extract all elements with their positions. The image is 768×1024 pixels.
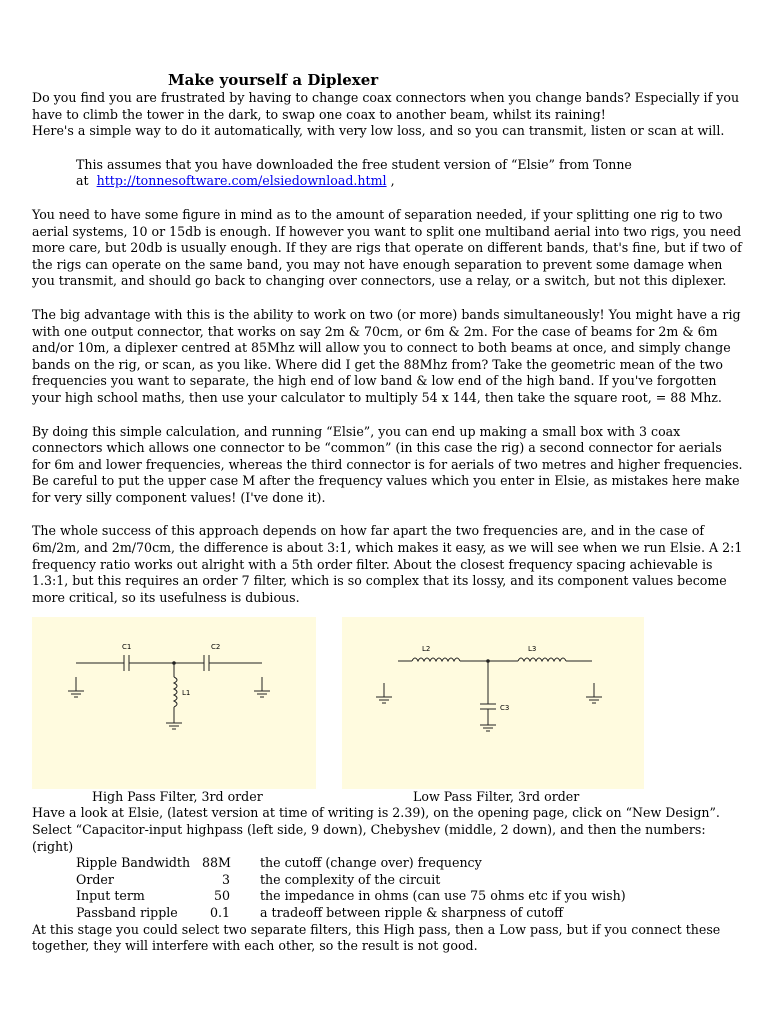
high-pass-caption: High Pass Filter, 3rd order (92, 789, 263, 805)
elsie-instructions-line-1: Have a look at Elsie, (latest version at time of writing is 2.39), on the opening page, click on “New Design”. (32, 805, 720, 821)
elsie-note-line-2 (32, 173, 744, 190)
separation-paragraph: You need to have some figure in mind as to the amount of separation needed, if your splitting one rig to two aerial systems, 10 or 15db is enough. If however you want to split one multiband aerial into two rigs, you need more care, but 20db is usually enough. If they are rigs that operate on different bands, that's fine, but if two of the rigs can operate on the same band, you may not have enough separation to prevent some damage when you transmit, and should go back to changing over connectors, use a relay, or a switch, but not this diplexer. (32, 206, 742, 289)
advantage-paragraph: The big advantage with this is the ability to work on two (or more) bands simultaneously! You might have a rig with one output connector, that works on say 2m & 70cm, or 6m & 2m. For the case of beams for 2m & 6m and/or 10m, a diplexer centred at 85Mhz will allow you to connect to both beams at once, and simply change bands on the rig, or scan, as you like. Where did I get the 88Mhz from? Take the geometric mean of the two frequencies you want to separate, the high end of low band & low end of the high band. If you've forgotten your high school maths, then use your calculator to multiply 54 x 144, then take the square root, = 88 Mhz. (32, 306, 741, 405)
list-item (76, 855, 744, 872)
high-pass-schematic (32, 617, 316, 789)
parameter-name: Input term (76, 888, 145, 904)
intro-paragraph-2: Here's a simple way to do it automatically, with very low loss, and so you can transmit, listen or scan at will. (32, 123, 725, 139)
label-c3: C3 (500, 704, 510, 713)
parameter-name: Ripple Bandwidth (76, 855, 191, 871)
elsie-note-line-1: This assumes that you have downloaded the free student version of “Elsie” from Tonne (76, 156, 632, 172)
parameter-description: a tradeoff between ripple & sharpness of cutoff (260, 905, 564, 920)
label-c2: C2 (211, 643, 221, 652)
document-page (32, 70, 744, 955)
low-pass-schematic (342, 617, 644, 789)
low-pass-diagram (342, 617, 644, 789)
elsie-note-prefix: at (76, 173, 89, 189)
circuit-diagrams (32, 617, 744, 789)
page-title: Make yourself a Diplexer (168, 71, 379, 89)
list-item (76, 872, 744, 889)
label-l1: L1 (182, 689, 191, 698)
elsie-download-link[interactable]: http://tonnesoftware.com/elsiedownload.html (96, 173, 387, 189)
closing-paragraph: At this stage you could select two separate filters, this High pass, then a Low pass, but if you connect these together, they will interfere with each other, so the result is not good. (32, 921, 721, 954)
parameter-value: 88M (202, 855, 231, 871)
success-paragraph: The whole success of this approach depends on how far apart the two frequencies are, and in the case of 6m/2m, and 2m/70cm, the difference is about 3:1, which makes it easy, as we will see when we run Elsie. A 2:1 frequency ratio works out alright with a 5th order filter. About the closest frequency spacing achievable is 1.3:1, but this requires an order 7 filter, which is so complex that its lossy, and its component values become more critical, so its usefulness is dubious. (32, 523, 743, 605)
parameter-name: Order (76, 871, 114, 887)
intro-paragraph-1: Do you find you are frustrated by having to change coax connectors when you change bands? Especially if you have to climb the tower in the dark, to swap one coax to another beam, whilst its raining! (32, 90, 740, 122)
high-pass-diagram (32, 617, 316, 789)
parameter-description: the cutoff (change over) frequency (260, 855, 482, 871)
list-item (76, 888, 744, 905)
parameter-description: the complexity of the circuit (260, 871, 441, 887)
parameter-list (76, 855, 744, 921)
parameter-value: 50 (213, 888, 230, 904)
parameter-value: 3 (221, 871, 230, 887)
parameter-description: the impedance in ohms (can use 75 ohms etc if you wish) (260, 888, 626, 904)
elsie-instructions-line-2: Select “Capacitor-input highpass (left side, 9 down), Chebyshev (middle, 2 down), and then the numbers: (right) (32, 822, 706, 854)
parameter-value: 0.1 (209, 905, 230, 920)
low-pass-caption: Low Pass Filter, 3rd order (413, 789, 580, 805)
calculation-paragraph: By doing this simple calculation, and running “Elsie”, you can end up making a small box with 3 coax connectors which allows one connector to be “common” (in this case the rig) a second connector for aerials for 6m and lower frequencies, whereas the third connector is for aerials of two metres and higher frequencies. Be careful to put the upper case M after the frequency values which you enter in Elsie, as mistakes here make for very silly component values! (I've done it). (32, 423, 743, 505)
list-item (76, 905, 744, 922)
label-l3: L3 (528, 645, 537, 654)
elsie-note-suffix: , (390, 173, 395, 189)
parameter-name: Passband ripple (76, 905, 178, 920)
label-c1: C1 (122, 643, 132, 652)
label-l2: L2 (422, 645, 431, 654)
diagram-captions (32, 789, 744, 805)
